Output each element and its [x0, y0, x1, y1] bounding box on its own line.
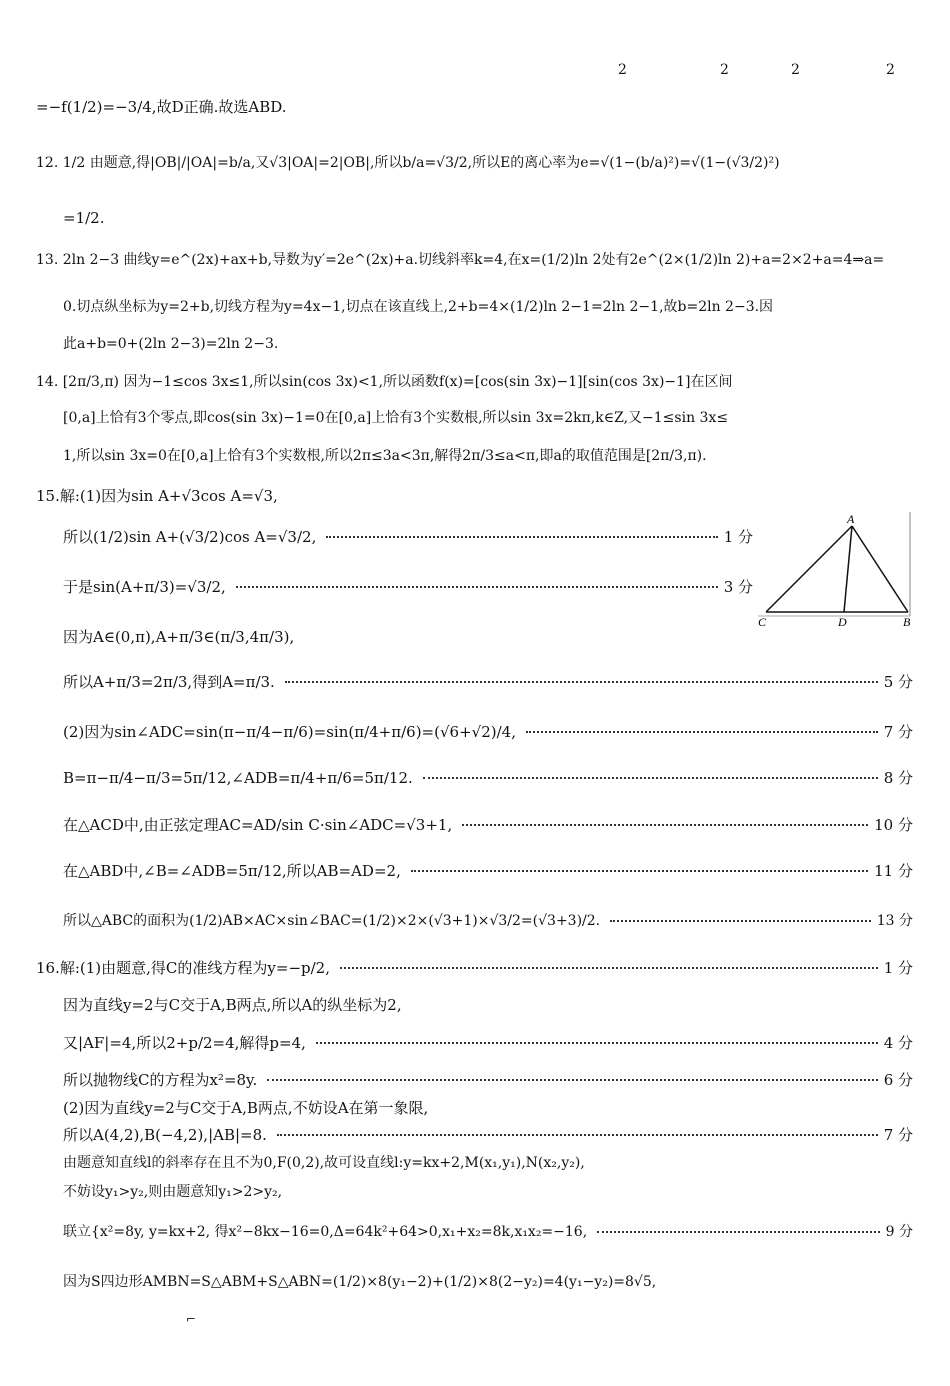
fragment-3: 2 [791, 62, 800, 78]
step-score: 5 分 [883, 673, 913, 691]
step-text: 所以A+π/3=2π/3,得到A=π/3. [63, 673, 275, 691]
q16-line-2: 因为直线y=2与C交于A,B两点,所以A的纵坐标为2, [63, 996, 402, 1014]
fragment-4: 2 [886, 62, 895, 78]
q15-step-4 [63, 672, 913, 692]
label-a: A [847, 512, 855, 526]
q16-line-7: 由题意知直线l的斜率存在且不为0,F(0,2),故可设直线l:y=kx+2,M(x₁,y₁),N(x₂,y₂), [63, 1155, 585, 1171]
step-text: 联立{x²=8y, y=kx+2, 得x²−8kx−16=0,Δ=64k²+64>0,x₁+x₂=8k,x₁x₂=−16, [63, 1224, 588, 1240]
q14-line-3: 1,所以sin 3x=0在[0,a]上恰有3个实数根,所以2π≤3a<3π,解得2π/3≤a<π,即a的取值范围是[2π/3,π). [63, 448, 707, 464]
step-score: 10 分 [874, 816, 913, 834]
step-text: 于是sin(A+π/3)=√3/2, [63, 578, 226, 596]
q16-line-8: 不妨设y₁>y₂,则由题意知y₁>2>y₂, [63, 1184, 283, 1200]
side-ac [766, 526, 852, 612]
q16-line-4 [63, 1070, 913, 1090]
step-score: 13 分 [876, 913, 913, 929]
step-score: 3 分 [723, 578, 753, 596]
step-text: 16.解:(1)由题意,得C的准线方程为y=−p/2, [36, 959, 330, 977]
step-text: 又|AF|=4,所以2+p/2=4,解得p=4, [63, 1034, 306, 1052]
label-d: D [838, 615, 847, 627]
q12-line-2: =1/2. [63, 209, 105, 227]
triangle-figure [758, 512, 918, 627]
step-text: 在△ABD中,∠B=∠ADB=5π/12,所以AB=AD=2, [63, 862, 401, 880]
step-score: 8 分 [883, 769, 913, 787]
step-score: 1 分 [883, 959, 913, 977]
side-ab [852, 526, 908, 612]
q15-step-9 [63, 911, 913, 931]
step-text: 所以(1/2)sin A+(√3/2)cos A=√3/2, [63, 528, 317, 546]
q16-line-9 [63, 1222, 913, 1242]
q15-step-1 [63, 527, 753, 547]
q14-line-2: [0,a]上恰有3个零点,即cos(sin 3x)−1=0在[0,a]上恰有3个实数根,所以sin 3x=2kπ,k∈Z,又−1≤sin 3x≤ [63, 410, 729, 426]
step-text: (2)因为sin∠ADC=sin(π−π/4−π/6)=sin(π/4+π/6)=(√6+√2)/4, [63, 723, 516, 741]
q15-step-2 [63, 577, 753, 597]
step-score: 7 分 [883, 1126, 913, 1144]
step-text: 所以△ABC的面积为(1/2)AB×AC×sin∠BAC=(1/2)×2×(√3+1)×√3/2=(√3+3)/2. [63, 913, 601, 929]
q13-line-1: 13. 2ln 2−3 曲线y=e^(2x)+ax+b,导数为y′=2e^(2x)+a.切线斜率k=4,在x=(1/2)ln 2处有2e^(2×(1/2)ln 2)+a=2×2+a=4⇒a= [36, 252, 885, 268]
step-score: 11 分 [874, 862, 913, 880]
q15-step-6 [63, 768, 913, 788]
q15-step-5 [63, 722, 913, 742]
fragment-1: 2 [618, 62, 627, 78]
q15-line-1: 15.解:(1)因为sin A+√3cos A=√3, [36, 487, 278, 505]
q13-line-2: 0.切点纵坐标为y=2+b,切线方程为y=4x−1,切点在该直线上,2+b=4×(1/2)ln 2−1=2ln 2−1,故b=2ln 2−3.因 [63, 299, 774, 315]
step-text: 所以抛物线C的方程为x²=8y. [63, 1071, 258, 1089]
step-text: B=π−π/4−π/3=5π/12,∠ADB=π/4+π/6=5π/12. [63, 769, 413, 787]
answer-line-1: =−f(1/2)=−3/4,故D正确.故选ABD. [36, 98, 287, 116]
q15-step-7 [63, 815, 913, 835]
q16-line-5: (2)因为直线y=2与C交于A,B两点,不妨设A在第一象限, [63, 1099, 429, 1117]
fragment-2: 2 [720, 62, 729, 78]
step-score: 6 分 [883, 1071, 913, 1089]
segment-ad [844, 526, 852, 612]
q15-step-8 [63, 861, 913, 881]
label-c: C [758, 615, 767, 627]
q12-line-1: 12. 1/2 由题意,得|OB|/|OA|=b/a,又√3|OA|=2|OB|,所以b/a=√3/2,所以E的离心率为e=√(1−(b/a)²)=√(1−(√3/2)²) [36, 155, 780, 171]
step-text: 所以A(4,2),B(−4,2),|AB|=8. [63, 1126, 267, 1144]
step-score: 1 分 [723, 528, 753, 546]
step-score: 7 分 [883, 723, 913, 741]
step-score: 4 分 [883, 1034, 913, 1052]
q16-line-6 [63, 1125, 913, 1145]
q16-line-3 [63, 1033, 913, 1053]
q13-line-3: 此a+b=0+(2ln 2−3)=2ln 2−3. [63, 336, 279, 352]
tail-mark: ⌐ [186, 1312, 197, 1326]
step-text: 在△ACD中,由正弦定理AC=AD/sin C·sin∠ADC=√3+1, [63, 816, 453, 834]
step-score: 9 分 [885, 1224, 913, 1240]
q16-line-10: 因为S四边形AMBN=S△ABM+S△ABN=(1/2)×8(y₁−2)+(1/2)×8(2−y₂)=4(y₁−y₂)=8√5, [63, 1274, 657, 1290]
label-b: B [903, 615, 911, 627]
q16-line-1 [36, 958, 913, 978]
q15-step-3: 因为A∈(0,π),A+π/3∈(π/3,4π/3), [63, 628, 295, 646]
q14-line-1: 14. [2π/3,π) 因为−1≤cos 3x≤1,所以sin(cos 3x)<1,所以函数f(x)=[cos(sin 3x)−1][sin(cos 3x)−1]在区间 [36, 374, 733, 390]
